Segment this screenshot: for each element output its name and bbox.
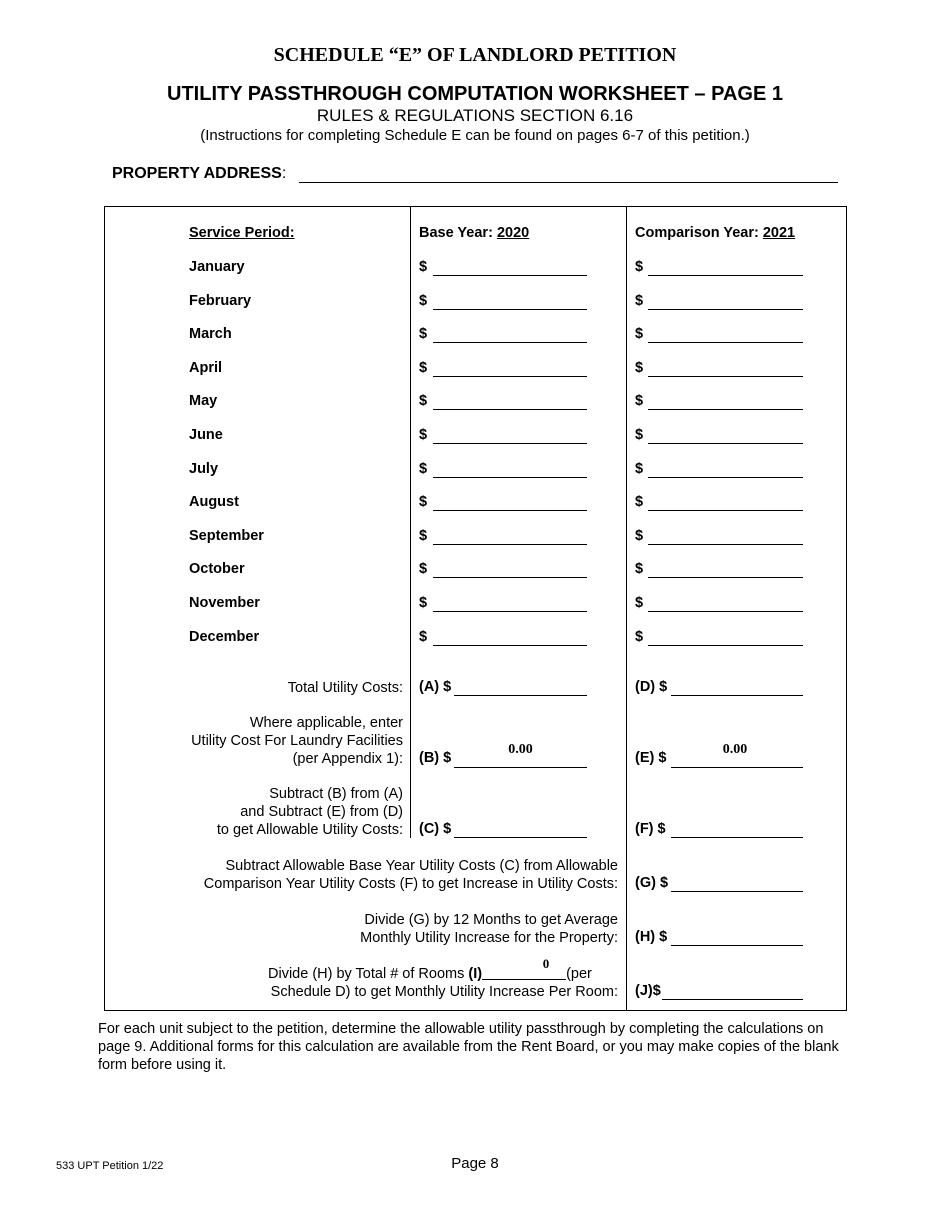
comparison-dollar-sign: $ — [635, 629, 644, 645]
property-address-label-text: PROPERTY ADDRESS — [112, 165, 282, 182]
comparison-amount-field[interactable] — [648, 477, 803, 478]
comparison-amount-field[interactable] — [648, 443, 803, 444]
monthly-increase-label — [112, 911, 618, 947]
code-f: (F) $ — [635, 821, 666, 837]
base-dollar-sign: $ — [419, 326, 428, 342]
base-dollar-sign: $ — [419, 293, 428, 309]
column-divider-comparison — [626, 206, 627, 1011]
allowable-label-line1: Subtract (B) from (A) — [269, 786, 403, 802]
rooms-code: (I) — [468, 966, 483, 982]
base-amount-field[interactable] — [433, 477, 587, 478]
comparison-amount-field[interactable] — [648, 645, 803, 646]
code-g: (G) $ — [635, 875, 669, 891]
base-amount-field[interactable] — [433, 510, 587, 511]
month-label: February — [189, 293, 252, 309]
property-address-label — [112, 165, 286, 183]
comparison-amount-field[interactable] — [648, 510, 803, 511]
laundry-label-line2: Utility Cost For Laundry Facilities — [191, 733, 403, 749]
comparison-amount-field[interactable] — [648, 409, 803, 410]
comparison-amount-field[interactable] — [648, 275, 803, 276]
rooms-text-b: (per — [566, 966, 592, 982]
increase-label-line2: Comparison Year Utility Costs (F) to get Increase in Utility Costs: — [203, 876, 618, 892]
code-d: (D) $ — [635, 679, 668, 695]
comparison-dollar-sign: $ — [635, 326, 644, 342]
comparison-amount-field[interactable] — [648, 309, 803, 310]
rooms-value[interactable]: 0 — [542, 956, 550, 971]
month-label: October — [189, 561, 245, 577]
comparison-amount-field[interactable] — [648, 577, 803, 578]
instructions-note: (Instructions for completing Schedule E can be found on pages 6-7 of this petition.) — [200, 127, 750, 144]
base-dollar-sign: $ — [419, 561, 428, 577]
base-dollar-sign: $ — [419, 494, 428, 510]
comparison-year-label: Comparison Year: — [635, 225, 763, 241]
base-amount-field[interactable] — [433, 577, 587, 578]
comparison-dollar-sign: $ — [635, 595, 644, 611]
month-label: March — [189, 326, 232, 342]
month-label: May — [189, 393, 218, 409]
worksheet-title: UTILITY PASSTHROUGH COMPUTATION WORKSHEET – PAGE 1 — [167, 83, 783, 105]
rooms-line2: Schedule D) to get Monthly Utility Increase Per Room: — [270, 984, 618, 1000]
month-label: April — [189, 360, 223, 376]
code-b: (B) $ — [419, 750, 452, 766]
comparison-dollar-sign: $ — [635, 293, 644, 309]
value-b[interactable]: 0.00 — [508, 742, 533, 757]
schedule-title: SCHEDULE “E” OF LANDLORD PETITION — [273, 44, 677, 66]
comparison-dollar-sign: $ — [635, 461, 644, 477]
allowable-label-line3: to get Allowable Utility Costs: — [216, 822, 403, 838]
base-year-label: Base Year: — [419, 225, 497, 241]
base-amount-field[interactable] — [433, 309, 587, 310]
base-amount-field[interactable] — [433, 611, 587, 612]
property-address-field[interactable] — [299, 182, 838, 183]
base-amount-field[interactable] — [433, 342, 587, 343]
base-dollar-sign: $ — [419, 259, 428, 275]
increase-label-line1: Subtract Allowable Base Year Utility Costs (C) from Allowable — [225, 858, 618, 874]
base-dollar-sign: $ — [419, 629, 428, 645]
base-dollar-sign: $ — [419, 427, 428, 443]
month-label: July — [189, 461, 219, 477]
code-e: (E) $ — [635, 750, 667, 766]
code-c: (C) $ — [419, 821, 452, 837]
month-label: September — [189, 528, 264, 544]
month-label: January — [189, 259, 245, 275]
comparison-dollar-sign: $ — [635, 360, 644, 376]
field-d[interactable] — [671, 695, 803, 696]
page-number: Page 8 — [451, 1155, 499, 1172]
comparison-year-header — [635, 225, 795, 241]
base-dollar-sign: $ — [419, 360, 428, 376]
laundry-label — [112, 714, 403, 768]
form-number: 533 UPT Petition 1/22 — [56, 1160, 164, 1172]
month-label: August — [189, 494, 239, 510]
base-dollar-sign: $ — [419, 461, 428, 477]
total-utility-costs-label: Total Utility Costs: — [287, 680, 403, 696]
base-amount-field[interactable] — [433, 443, 587, 444]
service-period-header: Service Period: — [189, 225, 295, 241]
laundry-label-line3: (per Appendix 1): — [292, 751, 403, 767]
comparison-dollar-sign: $ — [635, 427, 644, 443]
base-year-header — [419, 225, 529, 241]
code-h: (H) $ — [635, 929, 668, 945]
base-year-value: 2020 — [496, 225, 530, 241]
field-e[interactable] — [671, 767, 803, 768]
month-label: June — [189, 427, 223, 443]
month-label: December — [189, 629, 260, 645]
base-amount-field[interactable] — [433, 645, 587, 646]
value-e[interactable]: 0.00 — [722, 742, 748, 757]
field-f[interactable] — [671, 837, 803, 838]
field-h[interactable] — [671, 945, 803, 946]
comparison-amount-field[interactable] — [648, 342, 803, 343]
base-amount-field[interactable] — [433, 409, 587, 410]
allowable-costs-label — [112, 785, 403, 839]
comparison-dollar-sign: $ — [635, 494, 644, 510]
comparison-amount-field[interactable] — [648, 376, 803, 377]
base-amount-field[interactable] — [433, 376, 587, 377]
monthly-label-line2: Monthly Utility Increase for the Property: — [360, 930, 618, 946]
rooms-text-a: Divide (H) by Total # of Rooms — [268, 966, 469, 982]
base-dollar-sign: $ — [419, 528, 428, 544]
column-divider-base — [410, 206, 411, 838]
field-j[interactable] — [662, 999, 803, 1000]
code-j: (J)$ — [635, 983, 661, 999]
comparison-dollar-sign: $ — [635, 393, 644, 409]
field-a[interactable] — [454, 695, 587, 696]
rules-section: RULES & REGULATIONS SECTION 6.16 — [316, 106, 634, 125]
month-label: November — [189, 595, 260, 611]
code-a: (A) $ — [419, 679, 452, 695]
property-address-colon: : — [281, 165, 287, 182]
base-dollar-sign: $ — [419, 393, 428, 409]
field-b[interactable] — [454, 767, 587, 768]
field-g[interactable] — [671, 891, 803, 892]
comparison-dollar-sign: $ — [635, 528, 644, 544]
comparison-amount-field[interactable] — [648, 544, 803, 545]
comparison-year-value: 2021 — [762, 225, 796, 241]
base-dollar-sign: $ — [419, 595, 428, 611]
allowable-label-line2: and Subtract (E) from (D) — [240, 804, 403, 820]
field-c[interactable] — [454, 837, 587, 838]
base-amount-field[interactable] — [433, 544, 587, 545]
comparison-dollar-sign: $ — [635, 561, 644, 577]
comparison-dollar-sign: $ — [635, 259, 644, 275]
monthly-label-line1: Divide (G) by 12 Months to get Average — [364, 912, 618, 928]
footer-note: For each unit subject to the petition, determine the allowable utility passthrough by completing the calculations on page 9. Additional forms for this calculation are available from the Rent Board, or you may make copies of the blank form before using it. — [98, 1021, 839, 1073]
increase-label — [112, 857, 618, 893]
base-amount-field[interactable] — [433, 275, 587, 276]
comparison-amount-field[interactable] — [648, 611, 803, 612]
laundry-label-line1: Where applicable, enter — [249, 715, 403, 731]
